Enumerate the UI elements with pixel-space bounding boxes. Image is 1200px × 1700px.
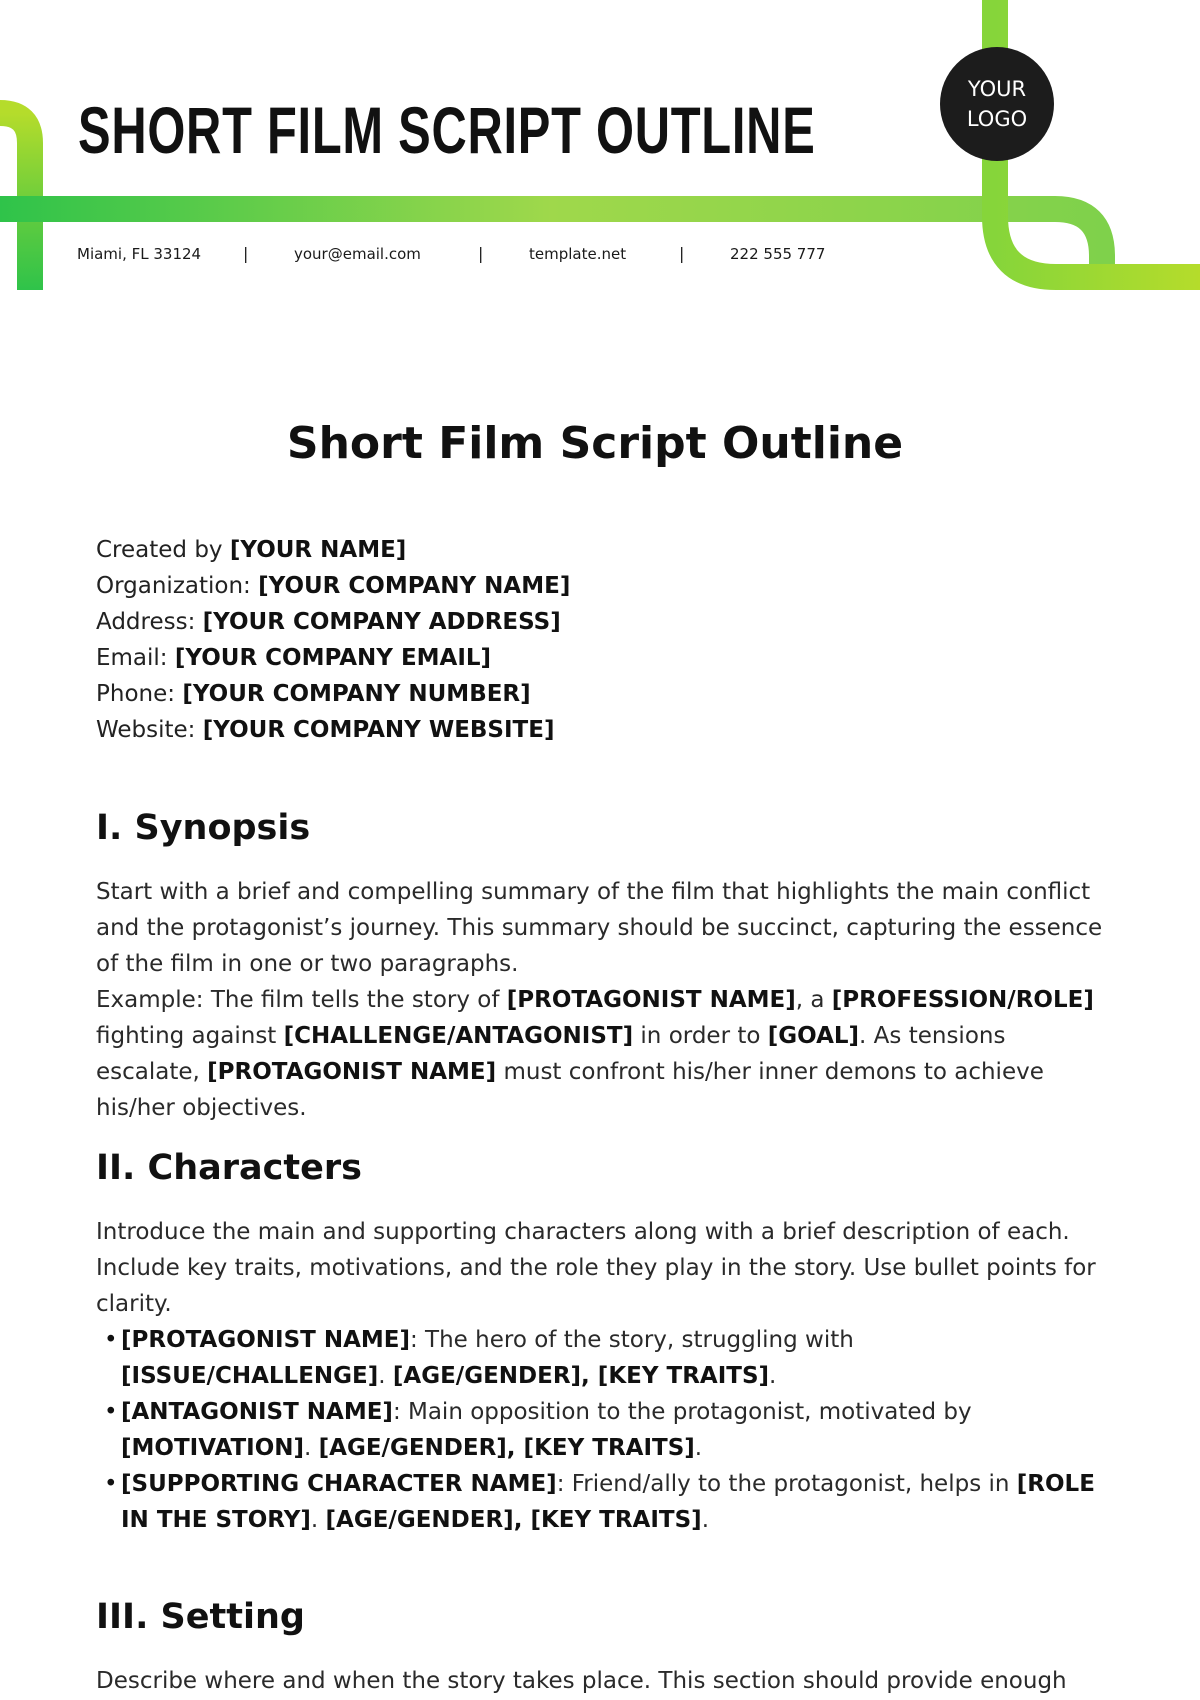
punctuation: .	[769, 1363, 777, 1389]
document-header	[0, 0, 1200, 300]
info-label: Email:	[96, 645, 175, 671]
contact-address: Miami, FL 33124	[77, 245, 202, 263]
info-email	[96, 640, 570, 676]
creator-info	[96, 532, 570, 748]
info-website	[96, 712, 570, 748]
characters-list	[96, 1322, 1106, 1538]
example-text: Example: The film tells the story of	[96, 987, 507, 1013]
punctuation: .	[694, 1435, 703, 1461]
info-label: Phone:	[96, 681, 183, 707]
punctuation: .	[310, 1507, 326, 1533]
character-name: [SUPPORTING CHARACTER NAME]	[121, 1471, 557, 1497]
synopsis-intro: Start with a brief and compelling summary of the film that highlights the main conflict and the protagonist’s journey. This summary should be succinct, capturing the essence of the film in one or two paragraphs.	[96, 879, 1103, 977]
example-text: , a	[795, 987, 832, 1013]
example-text: must confront his/her inner demons to achieve his/her objectives.	[96, 1059, 1044, 1121]
characters-heading: II. Characters	[96, 1148, 362, 1188]
punctuation: .	[304, 1435, 319, 1461]
info-value: [YOUR COMPANY NUMBER]	[182, 681, 531, 707]
info-value: [YOUR COMPANY WEBSITE]	[202, 717, 555, 743]
character-detail: [ROLE IN THE STORY]	[121, 1471, 1095, 1533]
punctuation: .	[378, 1363, 393, 1389]
list-item	[96, 1322, 1106, 1394]
character-traits: [AGE/GENDER], [KEY TRAITS]	[392, 1363, 770, 1389]
info-label: Website:	[96, 717, 203, 743]
info-label: Address:	[96, 609, 203, 635]
list-item	[96, 1466, 1106, 1538]
character-description: : The hero of the story, struggling with	[410, 1327, 854, 1353]
placeholder-protagonist: [PROTAGONIST NAME]	[506, 987, 796, 1013]
placeholder-protagonist: [PROTAGONIST NAME]	[207, 1059, 497, 1085]
example-text: fighting against	[96, 1023, 284, 1049]
banner-title: SHORT FILM SCRIPT OUTLINE	[78, 93, 816, 167]
character-description: : Friend/ally to the protagonist, helps in	[556, 1471, 1017, 1497]
contact-email: your@email.com	[294, 245, 421, 263]
character-traits: [AGE/GENDER], [KEY TRAITS]	[318, 1435, 695, 1461]
list-item	[96, 1394, 1106, 1466]
info-value: [YOUR NAME]	[229, 537, 407, 563]
info-value: [YOUR COMPANY EMAIL]	[174, 645, 492, 671]
character-description: : Main opposition to the protagonist, motivated by	[392, 1399, 972, 1425]
example-text: in order to	[633, 1023, 768, 1049]
character-traits: [AGE/GENDER], [KEY TRAITS]	[325, 1507, 702, 1533]
info-phone	[96, 676, 570, 712]
character-name: [ANTAGONIST NAME]	[121, 1399, 393, 1425]
info-organization	[96, 568, 570, 604]
company-logo	[940, 47, 1054, 161]
characters-intro: Introduce the main and supporting characters along with a brief description of each. Include key traits, motivations, and the role they play in the story. Use bullet points for clarity.	[96, 1219, 1096, 1317]
example-text: . As tensions escalate,	[96, 1023, 1006, 1085]
contact-phone: 222 555 777	[730, 245, 826, 263]
info-address	[96, 604, 570, 640]
setting-intro: Describe where and when the story takes place. This section should provide enough	[96, 1668, 1067, 1694]
contact-separator: |	[478, 244, 484, 263]
info-label: Organization:	[96, 573, 259, 599]
placeholder-profession: [PROFESSION/ROLE]	[831, 987, 1094, 1013]
contact-separator: |	[243, 244, 249, 263]
contact-website: template.net	[529, 245, 627, 263]
setting-heading: III. Setting	[96, 1597, 305, 1637]
info-created-by	[96, 532, 570, 568]
punctuation: .	[701, 1507, 709, 1533]
placeholder-goal: [GOAL]	[767, 1023, 860, 1049]
document-title: Short Film Script Outline	[286, 418, 904, 469]
info-value: [YOUR COMPANY ADDRESS]	[202, 609, 561, 635]
character-name: [PROTAGONIST NAME]	[121, 1327, 410, 1353]
logo-line-2: LOGO	[966, 107, 1028, 131]
logo-line-1: YOUR	[967, 77, 1027, 101]
placeholder-challenge: [CHALLENGE/ANTAGONIST]	[283, 1023, 634, 1049]
info-label: Created by	[96, 537, 230, 563]
synopsis-example	[96, 982, 1106, 1126]
character-detail: [MOTIVATION]	[121, 1435, 305, 1461]
synopsis-heading: I. Synopsis	[96, 808, 311, 848]
info-value: [YOUR COMPANY NAME]	[258, 573, 571, 599]
character-detail: [ISSUE/CHALLENGE]	[121, 1363, 379, 1389]
contact-separator: |	[679, 244, 685, 263]
